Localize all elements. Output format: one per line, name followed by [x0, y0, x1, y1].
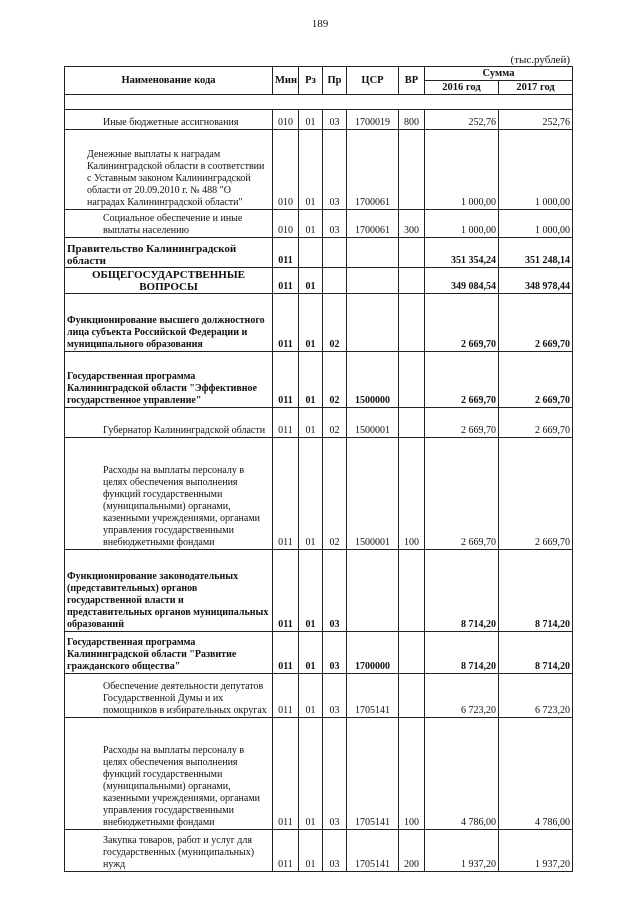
row-name: Правительство Калининградской области: [65, 238, 273, 268]
row-pr: 02: [323, 352, 347, 408]
row-name: Расходы на выплаты персоналу в целях обеспечения выполнения функций государственными (муниципальными) органами, казенными учреждениями, органами управления государственными внебюджетными фондами: [65, 438, 273, 550]
row-2017: 2 669,70: [499, 294, 573, 352]
table-row: [65, 830, 573, 872]
row-pr: 03: [323, 210, 347, 238]
row-2016: 8 714,20: [425, 550, 499, 632]
row-csr: [347, 550, 399, 632]
row-2017: 252,76: [499, 110, 573, 130]
header-csr: ЦСР: [347, 67, 399, 95]
row-2017: 8 714,20: [499, 550, 573, 632]
row-min: 011: [273, 238, 299, 268]
row-2016: 1 937,20: [425, 830, 499, 872]
row-rz: 01: [299, 130, 323, 210]
table-row: [65, 110, 573, 130]
row-min: 011: [273, 830, 299, 872]
row-csr: 1705141: [347, 830, 399, 872]
row-vr: [399, 352, 425, 408]
row-2016: 6 723,20: [425, 674, 499, 718]
row-vr: 800: [399, 110, 425, 130]
row-pr: [323, 238, 347, 268]
row-2017: 1 000,00: [499, 210, 573, 238]
table-row: [65, 632, 573, 674]
row-pr: 02: [323, 438, 347, 550]
row-min: 011: [273, 674, 299, 718]
row-csr: 1705141: [347, 718, 399, 830]
row-pr: 03: [323, 718, 347, 830]
row-pr: [323, 268, 347, 294]
table-row: [65, 550, 573, 632]
row-name: Закупка товаров, работ и услуг для государственных (муниципальных) нужд: [65, 830, 273, 872]
row-vr: 100: [399, 718, 425, 830]
row-rz: [299, 238, 323, 268]
table-row: [65, 674, 573, 718]
row-rz: 01: [299, 210, 323, 238]
row-vr: [399, 408, 425, 438]
row-rz: 01: [299, 408, 323, 438]
row-name: Губернатор Калининградской области: [65, 408, 273, 438]
row-2016: 8 714,20: [425, 632, 499, 674]
row-vr: [399, 550, 425, 632]
row-vr: [399, 632, 425, 674]
row-csr: 1705141: [347, 674, 399, 718]
row-2017: 2 669,70: [499, 438, 573, 550]
header-2017: 2017 год: [499, 81, 573, 95]
table-row: [65, 718, 573, 830]
table-row: [65, 438, 573, 550]
row-vr: 300: [399, 210, 425, 238]
row-2016: 1 000,00: [425, 130, 499, 210]
row-rz: 01: [299, 110, 323, 130]
row-csr: [347, 268, 399, 294]
page-number: 189: [311, 18, 329, 30]
row-min: 011: [273, 438, 299, 550]
row-min: 011: [273, 632, 299, 674]
table-row: [65, 130, 573, 210]
table-row: [65, 408, 573, 438]
units-label: (тыс.рублей): [510, 54, 570, 66]
header-min: Мин: [273, 67, 299, 95]
row-vr: 100: [399, 438, 425, 550]
row-vr: [399, 268, 425, 294]
row-min: 010: [273, 110, 299, 130]
row-csr: 1500001: [347, 438, 399, 550]
table-row: [65, 210, 573, 238]
row-csr: 1700000: [347, 632, 399, 674]
row-vr: [399, 238, 425, 268]
row-pr: 03: [323, 550, 347, 632]
row-csr: 1500001: [347, 408, 399, 438]
row-min: 011: [273, 352, 299, 408]
row-min: 010: [273, 130, 299, 210]
row-2017: 351 248,14: [499, 238, 573, 268]
row-2017: 1 000,00: [499, 130, 573, 210]
row-2017: 4 786,00: [499, 718, 573, 830]
row-2017: 6 723,20: [499, 674, 573, 718]
row-rz: 01: [299, 294, 323, 352]
header-vr: ВР: [399, 67, 425, 95]
row-rz: 01: [299, 352, 323, 408]
row-2016: 4 786,00: [425, 718, 499, 830]
row-min: 011: [273, 550, 299, 632]
row-2017: 348 978,44: [499, 268, 573, 294]
row-csr: 1500000: [347, 352, 399, 408]
row-csr: 1700061: [347, 130, 399, 210]
row-2016: 252,76: [425, 110, 499, 130]
row-rz: 01: [299, 830, 323, 872]
row-min: 011: [273, 408, 299, 438]
row-2017: 2 669,70: [499, 408, 573, 438]
row-min: 010: [273, 210, 299, 238]
row-name: Иные бюджетные ассигнования: [65, 110, 273, 130]
row-2016: 1 000,00: [425, 210, 499, 238]
table-row: [65, 238, 573, 268]
header-sum: Сумма: [425, 67, 573, 81]
row-rz: 01: [299, 632, 323, 674]
row-name: Расходы на выплаты персоналу в целях обеспечения выполнения функций государственными (муниципальными) органами, казенными учреждениями, органами управления государственными внебюджетными фондами: [65, 718, 273, 830]
row-csr: [347, 294, 399, 352]
row-2017: 1 937,20: [499, 830, 573, 872]
row-pr: 02: [323, 408, 347, 438]
row-vr: [399, 130, 425, 210]
row-pr: 02: [323, 294, 347, 352]
row-pr: 03: [323, 632, 347, 674]
header-rz: Рз: [299, 67, 323, 95]
row-rz: 01: [299, 550, 323, 632]
row-name: Социальное обеспечение и иные выплаты населению: [65, 210, 273, 238]
header-2016: 2016 год: [425, 81, 499, 95]
row-name: Государственная программа Калининградской области "Эффективное государственное управление": [65, 352, 273, 408]
row-2017: 2 669,70: [499, 352, 573, 408]
row-name: Функционирование законодательных (представительных) органов государственной власти и представительных органов муниципальных образований: [65, 550, 273, 632]
row-rz: 01: [299, 674, 323, 718]
row-2016: 2 669,70: [425, 294, 499, 352]
budget-table: [64, 66, 573, 872]
row-min: 011: [273, 718, 299, 830]
row-name: ОБЩЕГОСУДАРСТВЕННЫЕ ВОПРОСЫ: [65, 268, 273, 294]
row-2016: 351 354,24: [425, 238, 499, 268]
row-csr: 1700019: [347, 110, 399, 130]
table-row: [65, 268, 573, 294]
row-csr: [347, 238, 399, 268]
row-pr: 03: [323, 830, 347, 872]
table-row: [65, 294, 573, 352]
row-min: 011: [273, 294, 299, 352]
row-2016: 2 669,70: [425, 408, 499, 438]
row-pr: 03: [323, 110, 347, 130]
row-2016: 2 669,70: [425, 352, 499, 408]
row-name: Денежные выплаты к наградам Калининградской области в соответствии с Уставным законом Калининградской области от 20.09.2010 г. № 488 "О наградах Калининградской области": [65, 130, 273, 210]
row-name: Обеспечение деятельности депутатов Государственной Думы и их помощников в избирательных округах: [65, 674, 273, 718]
row-name: Функционирование высшего должностного лица субъекта Российской Федерации и муниципального образования: [65, 294, 273, 352]
row-2016: 349 084,54: [425, 268, 499, 294]
header-spacer-row: [65, 95, 573, 110]
row-rz: 01: [299, 718, 323, 830]
row-vr: [399, 674, 425, 718]
row-min: 011: [273, 268, 299, 294]
table-row: [65, 352, 573, 408]
row-pr: 03: [323, 130, 347, 210]
row-rz: 01: [299, 268, 323, 294]
row-pr: 03: [323, 674, 347, 718]
header-pr: Пр: [323, 67, 347, 95]
row-2017: 8 714,20: [499, 632, 573, 674]
row-vr: [399, 294, 425, 352]
row-name: Государственная программа Калининградской области "Развитие гражданского общества": [65, 632, 273, 674]
row-2016: 2 669,70: [425, 438, 499, 550]
header-name: Наименование кода: [65, 67, 273, 95]
row-csr: 1700061: [347, 210, 399, 238]
row-rz: 01: [299, 438, 323, 550]
row-vr: 200: [399, 830, 425, 872]
